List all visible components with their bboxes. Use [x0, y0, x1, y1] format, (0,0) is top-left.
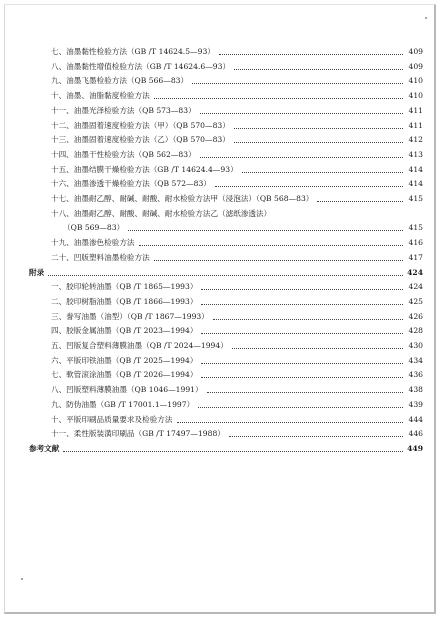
toc-dot-leader [201, 332, 403, 334]
toc-dot-leader [201, 376, 403, 378]
toc-entry [5, 413, 423, 426]
toc-entry [5, 295, 423, 308]
toc-entry-title: 六、平版印铁油墨（QB /T 2025—1994） [51, 355, 198, 365]
toc-entry-title: 十八、油墨耐乙醇、耐酸、耐碱、耐水检验方法乙（滤纸渗透法） [51, 208, 272, 218]
scan-speck [425, 17, 427, 19]
toc-dot-leader [192, 82, 403, 84]
toc-entry [5, 236, 423, 249]
toc-entry-page: 425 [408, 296, 423, 306]
toc-entry-page: 444 [408, 414, 423, 424]
toc-entry [5, 148, 423, 161]
toc-entry-page: 436 [408, 370, 423, 380]
toc-dot-leader [154, 259, 403, 261]
document-page [4, 4, 436, 614]
toc-entry [5, 221, 423, 234]
toc-entry-title: 十二、油墨固着速度检验方法（甲）（QB 570—83） [51, 120, 230, 130]
toc-entry [5, 383, 423, 396]
toc-dot-leader [177, 421, 404, 423]
toc-entry-title: 十七、油墨耐乙醇、耐碱、耐酸、耐水检验方法甲（浸泡法）（QB 568—83） [51, 194, 314, 203]
toc-entry-title: 七、軟管滚涂油墨（QB /T 2026—1994） [51, 370, 198, 380]
toc-entry-page: 424 [407, 267, 423, 277]
toc-entry [5, 74, 423, 87]
toc-entry [5, 324, 423, 337]
toc-entry [5, 251, 423, 264]
toc-entry [5, 339, 423, 352]
toc-entry-page: 439 [408, 399, 423, 409]
toc-entry [5, 442, 423, 455]
toc-dot-leader [213, 318, 403, 320]
toc-entry [5, 89, 423, 102]
toc-dot-leader [234, 68, 403, 70]
toc-dot-leader [63, 450, 403, 452]
scan-speck [21, 578, 23, 580]
toc-dot-leader [198, 406, 403, 408]
toc-entry-page: 410 [408, 76, 423, 86]
toc-dot-leader [234, 127, 403, 129]
toc-dot-leader [201, 362, 403, 364]
toc-entry-page: 409 [408, 61, 423, 71]
toc-entry-page: 416 [408, 238, 423, 248]
toc-dot-leader [219, 53, 403, 55]
toc-dot-leader [229, 435, 403, 437]
toc-entry [5, 45, 423, 58]
toc-entry-title: 附录 [29, 267, 45, 277]
toc-entry-title: 八、油墨黏性增值检验方法（GB /T 14624.6—93） [51, 61, 231, 71]
toc-entry-title: 十、平版印刷品质量要求及检验方法 [51, 414, 173, 424]
toc-entry-page: 446 [408, 429, 423, 439]
toc-entry-page: 415 [408, 194, 423, 203]
toc-dot-leader [242, 171, 403, 173]
toc-entry [5, 177, 423, 190]
toc-dot-leader [215, 185, 403, 187]
toc-entry [5, 266, 423, 279]
toc-dot-leader [200, 112, 403, 114]
toc-entry-page: 424 [408, 282, 423, 292]
toc-entry [5, 119, 423, 132]
toc-entry-title: 十四、油墨干性检验方法（QB 562—83） [51, 149, 196, 159]
toc-entry-page: 434 [408, 355, 423, 365]
toc-entry-title: （QB 569—83） [63, 223, 125, 233]
toc-entry-page: 415 [408, 223, 423, 233]
toc-entry-title: 七、油墨黏性检验方法（GB /T 14624.5—93） [51, 47, 215, 56]
toc-entry-title: 八、凹版塑料薄膜油墨（QB 1046—1991） [51, 385, 203, 395]
toc-entry-page: 411 [408, 120, 423, 130]
toc-dot-leader [207, 391, 403, 393]
toc-entry-page: 410 [408, 91, 423, 101]
toc-entry [5, 427, 423, 440]
toc-entry-page: 414 [408, 179, 423, 189]
toc-dot-leader [154, 97, 403, 99]
toc-entry [5, 104, 423, 117]
toc-entry [5, 310, 423, 323]
toc-entry-page: 409 [408, 47, 423, 56]
toc-entry-title: 十九、油墨渗色检验方法 [51, 238, 135, 248]
toc-entry-title: 参考文献 [29, 443, 60, 453]
toc-dot-leader [317, 200, 403, 202]
toc-dot-leader [128, 229, 403, 231]
toc-entry-title: 九、油墨飞墨检验方法（QB 566—83） [51, 76, 189, 86]
toc-entry [5, 280, 423, 293]
toc-entry-page: 449 [407, 443, 423, 453]
toc-dot-leader [200, 156, 403, 158]
toc-entry-page: 430 [408, 341, 423, 350]
toc-dot-leader [234, 141, 403, 143]
toc-dot-leader [201, 303, 403, 305]
toc-dot-leader [232, 347, 403, 349]
toc-entry-title: 四、胶版金属油墨（QB /T 2023—1994） [51, 326, 198, 336]
toc-entry-page: 417 [408, 252, 423, 262]
toc-entry-title: 十一、油墨光泽检验方法（QB 573—83） [51, 105, 196, 115]
toc-entry-title: 十六、油墨渗透干燥检验方法（QB 572—83） [51, 179, 211, 189]
toc-dot-leader [139, 244, 403, 246]
toc-entry-page: 426 [408, 311, 423, 321]
toc-entry-title: 十一、柔性版装潢印刷品（GB /T 17497—1988） [51, 429, 225, 439]
toc-entry-title: 五、凹版复合塑料薄膜油墨（QB /T 2024—1994） [51, 341, 228, 350]
toc-entry-title: 十五、油墨结膜干燥检验方法（GB /T 14624.4—93） [51, 164, 238, 174]
toc-entry-title: 九、防伪油墨（GB /T 17001.1—1997） [51, 399, 195, 409]
toc-entry [5, 60, 423, 73]
toc-entry-title: 十三、油墨固着速度检验方法（乙）（QB 570—83） [51, 135, 230, 145]
toc-entry-page: 414 [408, 164, 423, 174]
toc-entry [5, 398, 423, 411]
toc-entry-page: 438 [408, 385, 423, 395]
toc-entry-page: 413 [408, 149, 423, 159]
toc-entry [5, 133, 423, 146]
toc-dot-leader [201, 288, 403, 290]
toc-entry [5, 354, 423, 367]
toc-entry-page: 412 [408, 135, 423, 145]
toc-entry-title: 三、誊写油墨（油型）（QB /T 1867—1993） [51, 311, 209, 321]
toc-entry-title: 二十、凹版塑料油墨检验方法 [51, 252, 150, 262]
toc-entry-title: 二、胶印树脂油墨（QB /T 1866—1993） [51, 296, 198, 306]
toc-entry [5, 207, 423, 220]
toc-entry [5, 163, 423, 176]
toc-entry-title: 十、油墨、油脂黏度检验方法 [51, 91, 150, 101]
toc-dot-leader [48, 274, 403, 276]
toc-entry [5, 192, 423, 205]
toc-entry-page: 428 [408, 326, 423, 336]
toc-entry-page: 411 [408, 105, 423, 115]
toc-entry-title: 一、胶印轮转油墨（QB /T 1865—1993） [51, 282, 198, 292]
toc-entry [5, 368, 423, 381]
